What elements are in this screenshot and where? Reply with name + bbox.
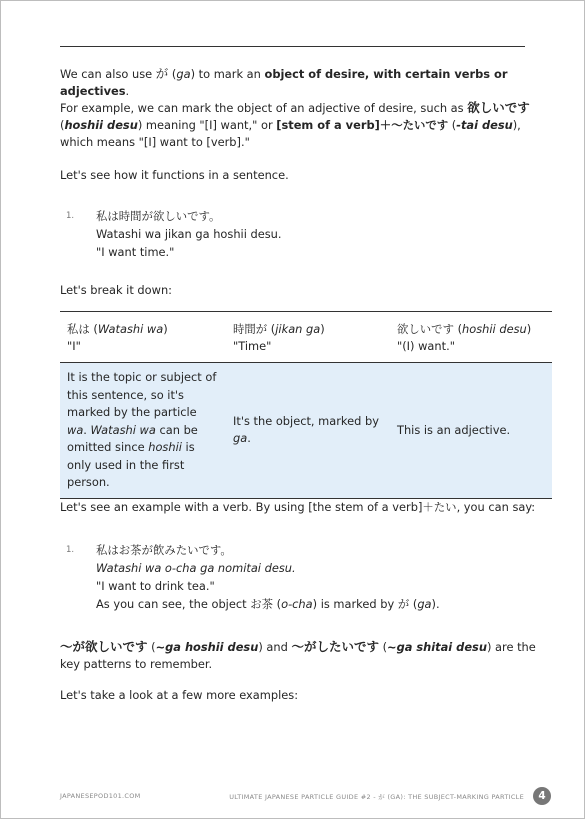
cell-text: It's the object, marked by xyxy=(233,413,379,428)
example-2 xyxy=(66,541,546,613)
example-note xyxy=(96,595,546,613)
hoshii-romaji: hoshii desu xyxy=(64,118,138,132)
intro-text: ( xyxy=(168,67,177,81)
footer-site: JAPANESEPOD101.COM xyxy=(60,792,141,800)
header-romaji: Watashi wa xyxy=(97,322,164,336)
note-text: ) is marked by xyxy=(312,597,398,611)
top-divider xyxy=(60,46,525,47)
cell-romaji: Watashi wa xyxy=(90,422,156,437)
note-text: ). xyxy=(431,597,440,611)
note-text: As you can see, the object xyxy=(96,597,251,611)
ocha-jp: お茶 xyxy=(250,597,274,611)
cell-text: . xyxy=(247,431,251,446)
header-romaji: jikan ga xyxy=(275,322,321,336)
pattern-text: ) and xyxy=(258,640,292,654)
cell-text: is only used in the first person. xyxy=(67,440,195,489)
header-english: "(I) want." xyxy=(397,339,455,353)
ocha-romaji: o-cha xyxy=(281,597,313,611)
pattern-text: ( xyxy=(378,640,388,654)
example-text: ), which means "[I] want to [verb]." xyxy=(60,118,521,149)
intro-text: . xyxy=(125,84,130,98)
example-japanese: 私はお茶が飲みたいです。 xyxy=(96,543,232,557)
pattern-text: ( xyxy=(147,640,156,654)
sentence-intro: Let's see how it functions in a sentence. xyxy=(60,168,289,182)
more-examples-intro: Let's take a look at a few more examples: xyxy=(60,688,299,702)
intro-text: ) to mark an xyxy=(190,67,265,81)
table-header-row xyxy=(60,312,552,363)
table-header-cell: 私は (Watashi wa) "I" xyxy=(60,312,226,363)
cell-romaji: wa xyxy=(67,422,84,437)
key-patterns-paragraph xyxy=(60,638,540,673)
example-paragraph xyxy=(60,99,540,151)
example-english: "I want to drink tea." xyxy=(96,579,215,593)
example-text: ( xyxy=(448,118,457,132)
pattern-2: 〜がしたいです xyxy=(291,639,379,654)
verb-intro: Let's see an example with a verb. By using [the stem of a verb]＋たい, you can say: xyxy=(60,500,536,514)
hoshii-jp: 欲しいです xyxy=(467,100,530,115)
stem-pattern: [stem of a verb]＋〜たいです xyxy=(276,118,449,132)
example-english: "I want time." xyxy=(96,245,175,259)
header-jp: 欲しいです xyxy=(397,322,454,336)
breakdown-intro: Let's break it down: xyxy=(60,283,172,297)
breakdown-table xyxy=(60,311,552,499)
table-cell xyxy=(60,363,226,499)
cell-text: can be omitted since xyxy=(67,422,198,454)
ga-jp: が xyxy=(397,597,410,611)
example-text: ( xyxy=(60,118,65,132)
pattern-1-romaji: ~ga hoshii desu xyxy=(155,640,259,654)
example-japanese: 私は時間が欲しいです。 xyxy=(96,209,221,223)
list-number: 1. xyxy=(66,545,75,555)
table-row xyxy=(60,363,552,499)
example-text: For example, we can mark the object of an adjective of desire, such as xyxy=(60,101,468,115)
header-english: "Time" xyxy=(233,339,272,353)
list-number: 1. xyxy=(66,211,75,221)
ga-romaji: ga xyxy=(417,597,432,611)
page-number-badge: 4 xyxy=(533,787,551,805)
pattern-1: 〜が欲しいです xyxy=(60,639,148,654)
intro-emphasis: object of desire, with certain verbs or adjectives xyxy=(60,67,508,98)
intro-text: We can also use xyxy=(60,67,156,81)
table-cell: This is an adjective. xyxy=(390,363,552,499)
table-header-cell: 欲しいです (hoshii desu) "(I) want." xyxy=(390,312,552,363)
example-text: ) meaning "[I] want," or xyxy=(137,118,277,132)
header-romaji: hoshii desu xyxy=(462,322,527,336)
note-text: ( xyxy=(273,597,282,611)
pattern-text: are the key patterns to remember. xyxy=(60,640,536,671)
ga-kana: が xyxy=(155,66,169,81)
cell-romaji: ga xyxy=(233,431,248,446)
table-header-cell: 時間が (jikan ga) "Time" xyxy=(226,312,390,363)
table-cell xyxy=(226,363,390,499)
header-jp: 時間が xyxy=(233,322,268,336)
cell-text: It is the topic or subject of this sentence, so it's marked by the particle xyxy=(67,370,217,419)
example-romaji: Watashi wa jikan ga hoshii desu. xyxy=(96,227,282,241)
cell-romaji: hoshii xyxy=(148,440,182,454)
ga-romaji: ga xyxy=(176,67,191,81)
pattern-2-romaji: ~ga shitai desu xyxy=(387,640,487,654)
tai-romaji: -tai desu xyxy=(456,118,513,132)
header-english: "I" xyxy=(67,339,81,353)
note-text: ( xyxy=(409,597,418,611)
example-1 xyxy=(66,207,546,261)
pattern-text: ) xyxy=(486,640,492,654)
example-romaji: Watashi wa o-cha ga nomitai desu. xyxy=(96,561,296,575)
intro-paragraph xyxy=(60,65,540,100)
cell-text: . xyxy=(83,422,91,437)
header-jp: 私は xyxy=(67,322,90,336)
footer-guide-title: ULTIMATE JAPANESE PARTICLE GUIDE #2 - が (GA): THE SUBJECT-MARKING PARTICLE xyxy=(229,793,524,801)
